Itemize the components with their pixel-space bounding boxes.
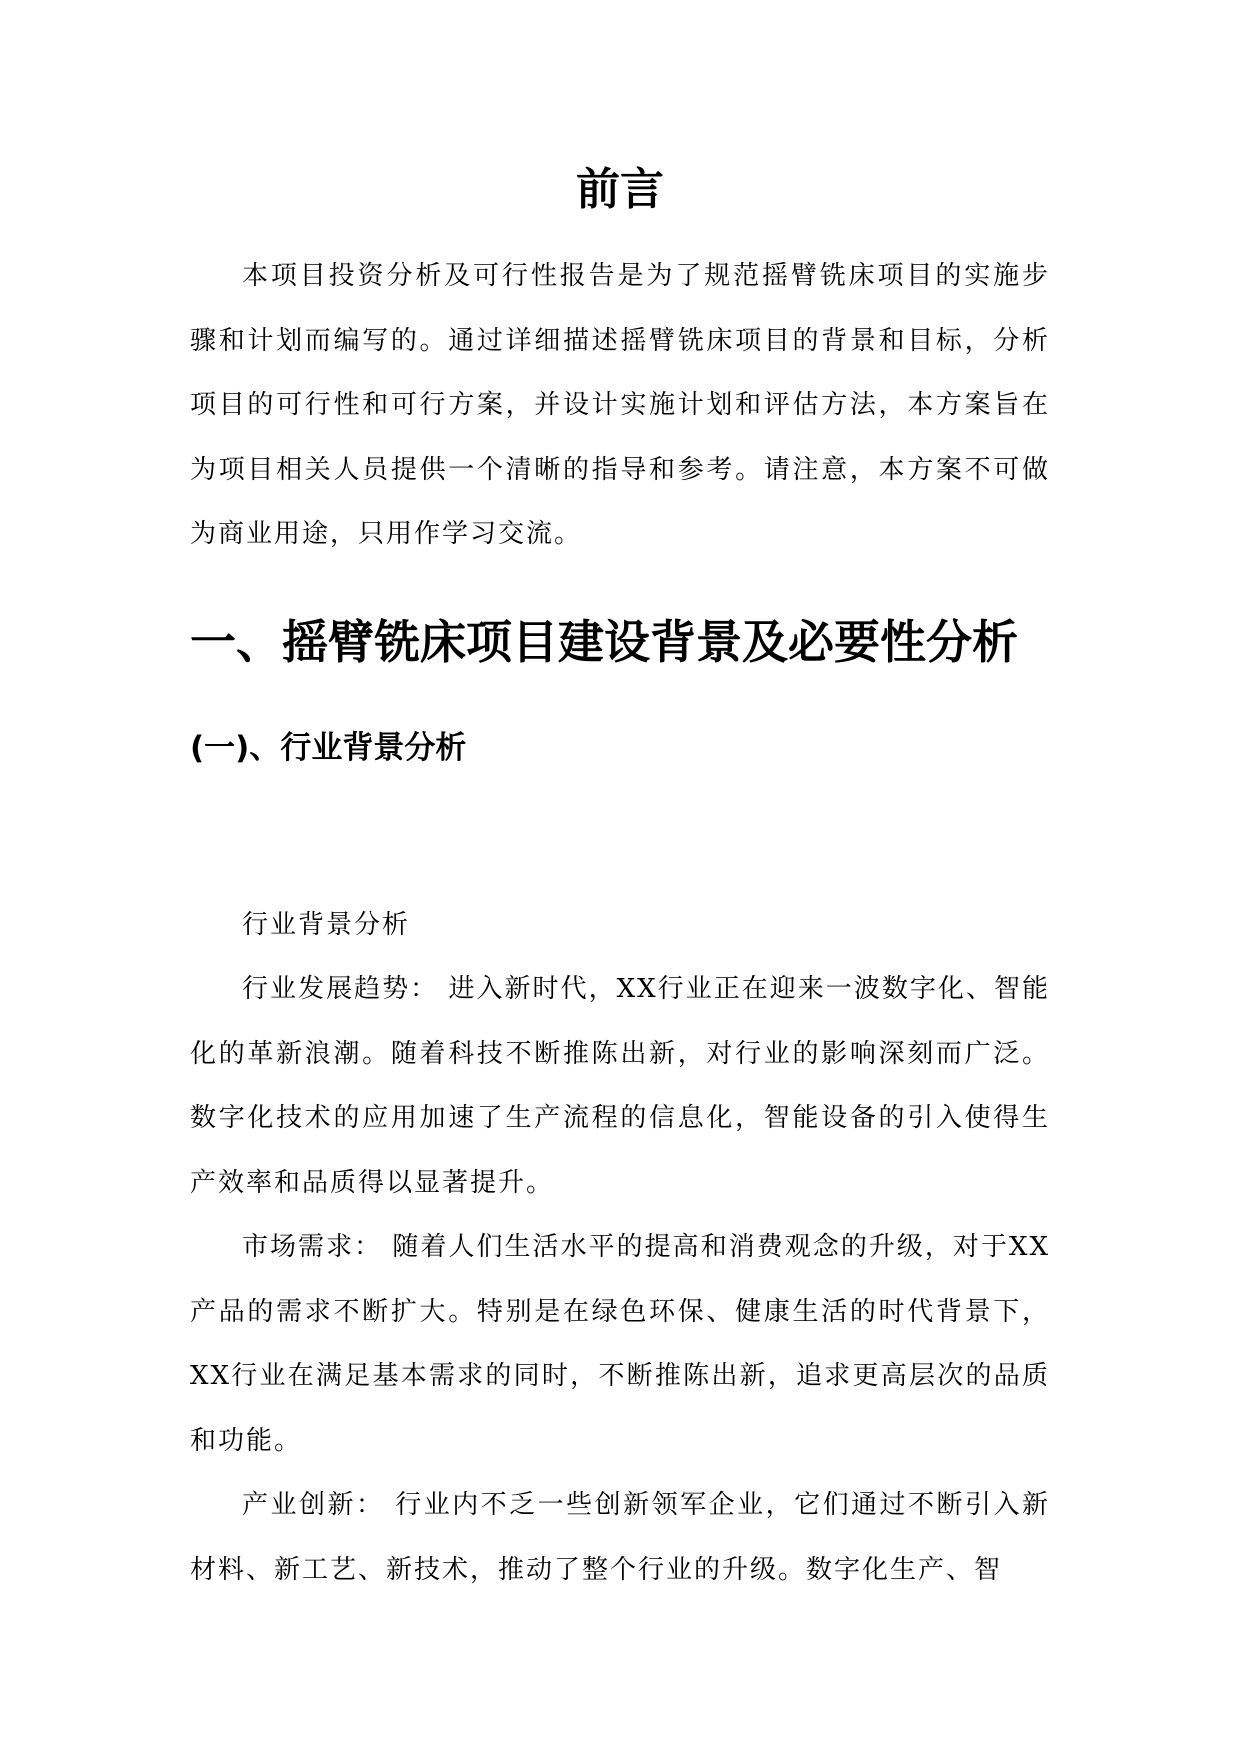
blank-spacer (190, 773, 1050, 893)
preface-title: 前言 (576, 164, 664, 215)
page-content (190, 150, 1050, 1602)
industry-innovation-paragraph: 产业创新： 行业内不乏一些创新领军企业，它们通过不断引入新材料、新工艺、新技术，推动了整个行业的升级。数字化生产、智 (190, 1490, 1050, 1585)
subsection-1-heading: (一)、行业背景分析 (190, 729, 467, 766)
preface-paragraph: 本项目投资分析及可行性报告是为了规范摇臂铣床项目的实施步骤和计划而编写的。通过详细描述摇臂铣床项目的背景和目标，分析项目的可行性和可行方案，并设计实施计划和评估方法，本方案旨在为项目相关人员提供一个清晰的指导和参考。请注意，本方案不可做为商业用途，只用作学习交流。 (190, 261, 1050, 549)
industry-background-label: 行业背景分析 (242, 909, 411, 940)
section-1-heading: 一、摇臂铣床项目建设背景及必要性分析 (190, 614, 1018, 669)
market-demand-paragraph: 市场需求： 随着人们生活水平的提高和消费观念的升级，对于XX产品的需求不断扩大。特别是在绿色环保、健康生活的时代背景下，XX行业在满足基本需求的同时，不断推陈出新，追求更高层次的品质和功能。 (190, 1232, 1050, 1456)
industry-trend-paragraph: 行业发展趋势： 进入新时代，XX行业正在迎来一波数字化、智能化的革新浪潮。随着科技不断推陈出新，对行业的影响深刻而广泛。数字化技术的应用加速了生产流程的信息化，智能设备的引入使得生产效率和品质得以显著提升。 (190, 974, 1050, 1198)
